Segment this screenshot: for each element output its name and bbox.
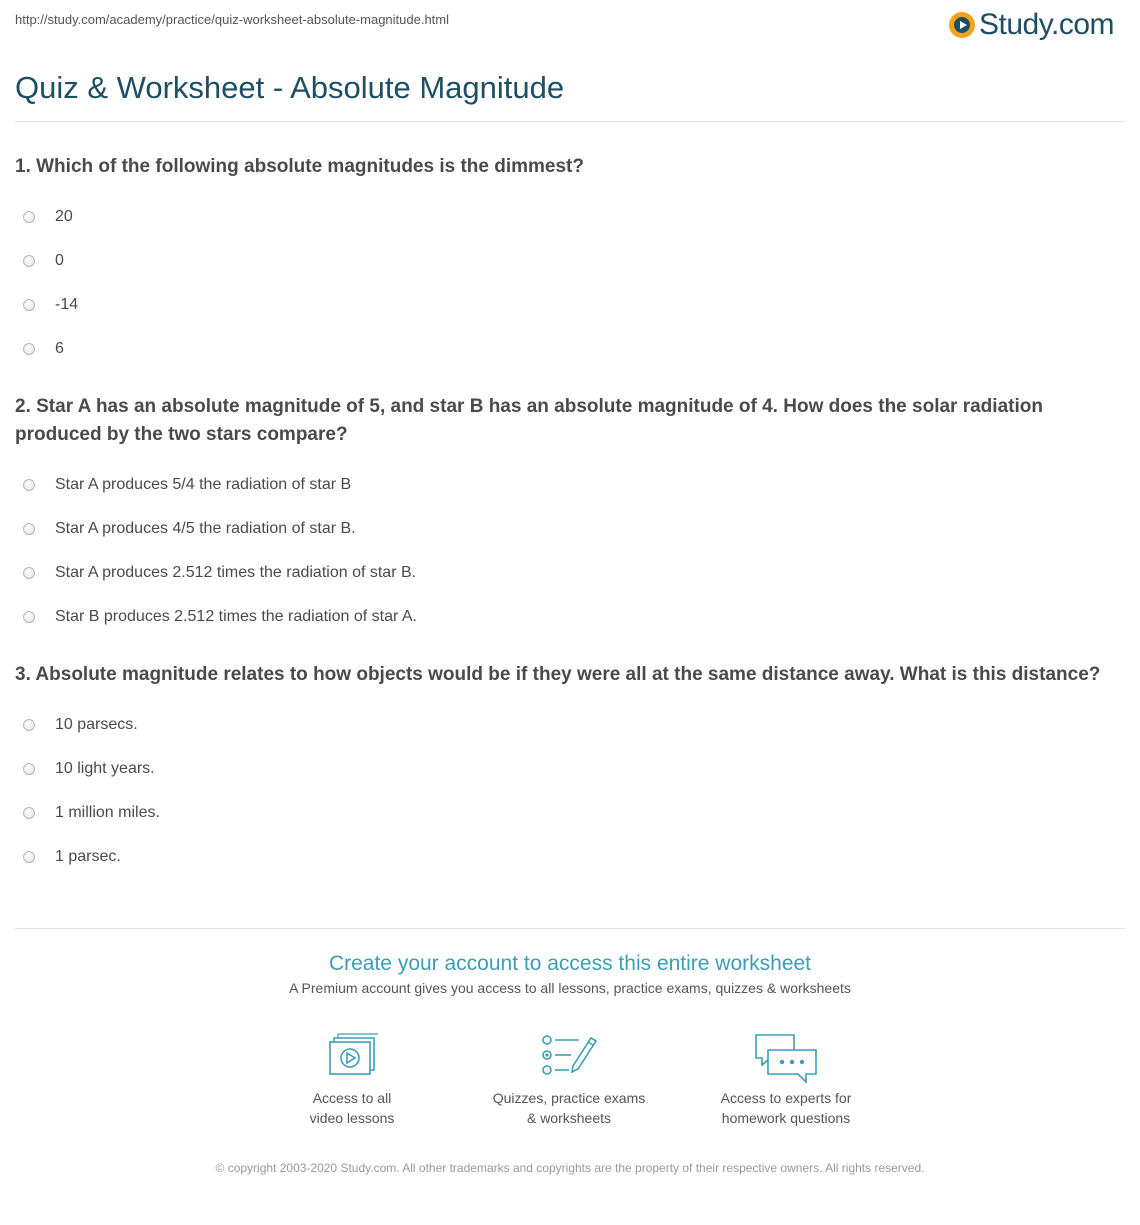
radio-button[interactable]	[23, 719, 35, 731]
option-label: Star A produces 2.512 times the radiation of star B.	[55, 564, 417, 581]
option-item[interactable]	[15, 283, 1115, 327]
options-list	[15, 703, 1115, 879]
options-list	[15, 195, 1115, 371]
option-item[interactable]	[15, 791, 1115, 835]
option-item[interactable]	[15, 195, 1115, 239]
cta-subtitle: A Premium account gives you access to all lessons, practice exams, quizzes & worksheets	[289, 980, 851, 996]
feature-video-lessons	[252, 1032, 452, 1128]
radio-button[interactable]	[23, 567, 35, 579]
radio-button[interactable]	[23, 851, 35, 863]
option-item[interactable]	[15, 703, 1115, 747]
logo-text: Study.com	[979, 8, 1114, 41]
feature-label-line2: homework questions	[721, 1110, 851, 1126]
radio-button[interactable]	[23, 211, 35, 223]
question-text: 3. Absolute magnitude relates to how objects would be if they were all at the same distance away. What is this distance?	[15, 664, 1101, 685]
section-divider	[15, 928, 1125, 929]
video-lessons-icon	[326, 1032, 378, 1078]
option-item[interactable]	[15, 747, 1115, 791]
feature-label-line2: video lessons	[309, 1110, 395, 1126]
option-label: Star A produces 5/4 the radiation of star B	[55, 476, 352, 493]
question-text: 1. Which of the following absolute magnitudes is the dimmest?	[15, 156, 584, 177]
title-divider	[15, 121, 1125, 122]
feature-label-line1: Quizzes, practice exams	[492, 1090, 646, 1106]
feature-label-line2: & worksheets	[526, 1110, 612, 1126]
radio-button[interactable]	[23, 611, 35, 623]
option-label: 0	[55, 252, 64, 269]
question-2	[15, 393, 1115, 639]
radio-button[interactable]	[23, 523, 35, 535]
quiz-checklist-icon	[541, 1032, 597, 1078]
feature-label-line1: Access to experts for	[720, 1090, 852, 1106]
option-label: 10 light years.	[55, 760, 155, 777]
study-play-icon	[949, 12, 975, 38]
radio-button[interactable]	[23, 479, 35, 491]
option-label: 6	[55, 340, 64, 357]
page-url: http://study.com/academy/practice/quiz-worksheet-absolute-magnitude.html	[15, 12, 450, 27]
feature-experts	[686, 1032, 886, 1128]
option-label: 20	[55, 208, 73, 225]
top-bar	[0, 0, 1140, 50]
signup-cta	[0, 952, 1140, 996]
option-label: -14	[55, 296, 79, 313]
option-item[interactable]	[15, 835, 1115, 879]
radio-button[interactable]	[23, 299, 35, 311]
option-label: 10 parsecs.	[55, 716, 138, 733]
study-logo[interactable]	[949, 8, 1114, 42]
option-label: Star B produces 2.512 times the radiation of star A.	[55, 608, 417, 625]
feature-label-line1: Access to all	[312, 1090, 392, 1106]
radio-button[interactable]	[23, 807, 35, 819]
question-3	[15, 661, 1115, 879]
option-item[interactable]	[15, 239, 1115, 283]
radio-button[interactable]	[23, 343, 35, 355]
option-label: 1 parsec.	[55, 848, 121, 865]
option-item[interactable]	[15, 595, 1115, 639]
chat-bubbles-icon	[754, 1032, 818, 1084]
radio-button[interactable]	[23, 763, 35, 775]
page-title: Quiz & Worksheet - Absolute Magnitude	[15, 70, 565, 105]
cta-title[interactable]: Create your account to access this entire worksheet	[328, 952, 812, 975]
question-text: 2. Star A has an absolute magnitude of 5, and star B has an absolute magnitude of 4. How does the solar radiation produced by the two stars compare?	[15, 396, 1043, 445]
option-label: Star A produces 4/5 the radiation of star B.	[55, 520, 356, 537]
copyright-text: © copyright 2003-2020 Study.com. All other trademarks and copyrights are the property of their respective owners. All rights reserved.	[215, 1161, 925, 1175]
feature-quizzes	[469, 1032, 669, 1128]
question-1	[15, 153, 1115, 371]
option-label: 1 million miles.	[55, 804, 160, 821]
option-item[interactable]	[15, 551, 1115, 595]
radio-button[interactable]	[23, 255, 35, 267]
option-item[interactable]	[15, 507, 1115, 551]
option-item[interactable]	[15, 463, 1115, 507]
option-item[interactable]	[15, 327, 1115, 371]
options-list	[15, 463, 1115, 639]
